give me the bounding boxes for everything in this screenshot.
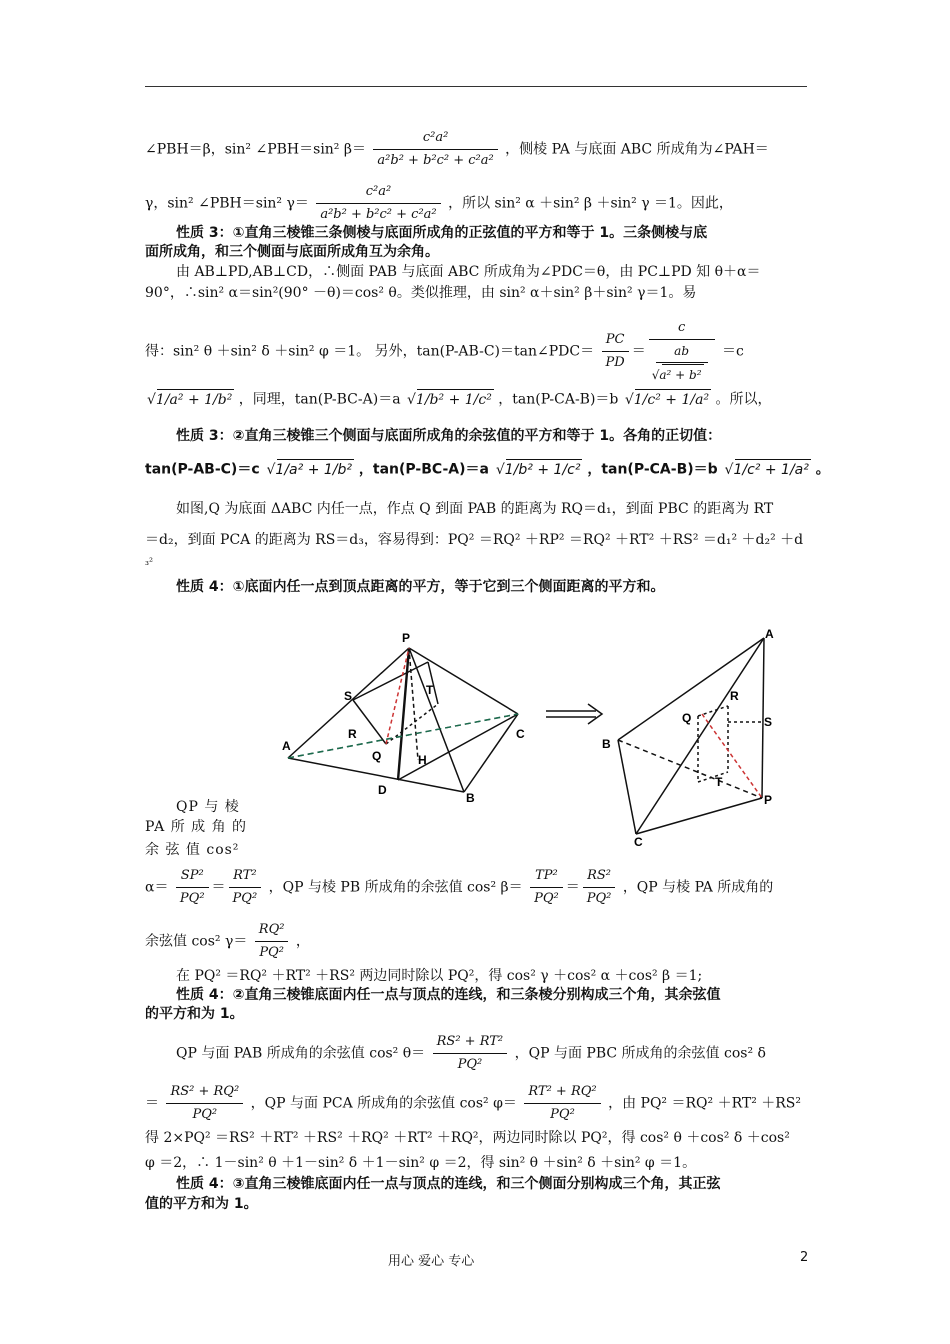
formula-line-8 [145,389,772,410]
column-text: QP 与 棱 [176,799,240,815]
label-h: H [418,753,427,767]
edge-ca [636,638,764,834]
text: ＝c [721,343,744,360]
paragraph-line: 如图,Q 为底面 ΔABC 内任一点，作点 Q 到面 PAB 的距离为 RQ＝d₁，到面 PBC 的距离为 RT [176,501,774,517]
label-p: P [764,793,773,807]
sqrt: √ a² + b² [662,364,704,385]
numerator: RT² [229,866,262,888]
property-3-2-heading: 性质 3：②直角三棱锥三个侧面与底面所成角的余弦值的平方和等于 1。各角的正切值： [176,428,722,444]
edge-ab [288,758,464,792]
fraction [316,182,440,225]
numerator: RS² [583,866,616,888]
numerator: RS² + RT² [433,1032,508,1054]
property-4-1-heading: 性质 4：①底面内任一点到顶点距离的平方，等于它到三个侧面距离的平方和。 [176,579,665,595]
label-a: A [282,739,291,753]
fraction [433,1032,508,1075]
fraction [176,866,209,909]
edge-bp [618,740,762,798]
right-pyramid-diagram [618,638,764,834]
sqrt: √ 1/b² + 1/c² [506,459,583,480]
label-q: Q [372,749,382,763]
edge-pc [409,648,518,714]
seg-s-top [353,662,428,700]
header-rule [145,86,807,87]
seg-sr [353,700,386,744]
label-b: B [466,791,475,805]
denominator: PQ² [259,945,284,960]
denominator: PQ² [586,891,612,906]
text: 得：sin² θ ＋sin² δ ＋sin² φ ＝1。 另外，tan(P-AB-C)＝tan∠PDC＝ [145,343,595,360]
denominator: PQ² [534,891,559,906]
sqrt: √ 1/c² + 1/a² [635,389,711,410]
text: α＝ [145,879,169,896]
text: ， [295,933,310,950]
label-d: D [378,783,387,797]
text: ＝ [145,1095,159,1112]
text: ，由 PQ² ＝RQ² ＋RT² ＋RS² [608,1095,802,1112]
numerator: RQ² [255,920,289,942]
text: ，tan(P-CA-B)＝b [498,391,619,408]
text: ，同理，tan(P-BC-A)＝a [238,391,401,408]
altitude-ph [409,648,418,760]
line-dc [398,714,518,780]
label-t: T [715,775,723,789]
paragraph-line: 得 2×PQ² ＝RS² ＋RT² ＋RS² ＋RQ² ＋RT² ＋RQ²，两边同时除以 PQ²，得 cos² θ ＋cos² δ ＋cos² [145,1130,790,1146]
denominator: PQ² [232,891,258,906]
denominator: PQ² [179,891,205,906]
left-pyramid-diagram [288,648,518,792]
label-s: S [344,689,353,703]
text: 。所以， [715,391,772,408]
text: ，tan(P-CA-B)＝b [587,461,718,478]
text: γ，sin² ∠PBH＝sin² γ＝ [145,195,309,212]
label-a: A [765,627,774,641]
label-r: R [348,727,357,741]
property-3-1-heading: 性质 3：①直角三棱锥三条侧棱与底面所成角的正弦值的平方和等于 1。三条侧棱与底 [176,225,708,241]
formula-line-22 [176,1032,766,1075]
pyramid-figure [278,622,788,850]
label-s: S [764,715,773,729]
formula-line-10 [145,459,830,480]
paragraph-line: 在 PQ² ＝RQ² ＋RT² ＋RS² 两边同时除以 PQ²，得 cos² γ ＋cos² α ＋cos² β ＝1; [176,968,703,984]
property-4-2-heading: 性质 4：②直角三棱锥底面内任一点与顶点的连线，和三条棱分别构成三个角，其余弦值 [176,987,721,1003]
text: ，tan(P-BC-A)＝a [358,461,489,478]
property-4-2-heading-cont: 的平方和为 1。 [145,1006,244,1022]
fraction [373,128,497,171]
text: ，侧棱 PA 与底面 ABC 所成角为∠PAH＝ [505,141,769,158]
fraction [530,866,563,909]
numerator: c²a² [373,128,497,150]
paragraph-line: φ ＝2，∴ 1－sin² θ ＋1－sin² δ ＋1－sin² φ ＝2，得 sin² θ ＋sin² δ ＋sin² φ ＝1。 [145,1155,697,1171]
column-text: 余 弦 值 cos² [145,842,240,858]
numerator: ab [656,341,708,363]
sqrt: √ 1/b² + 1/c² [417,389,494,410]
numerator: c [649,318,715,340]
formula-line-2 [145,182,733,225]
footer-motto: 用心 爱心 专心 [388,1254,475,1269]
text: ，QP 与棱 PB 所成角的余弦值 cos² β＝ [268,879,523,896]
seg-rt [386,704,438,744]
sqrt: √ 1/a² + 1/b² [157,389,234,410]
sqrt: √ 1/c² + 1/a² [735,459,811,480]
text: ∠PBH＝β，sin² ∠PBH＝sin² β＝ [145,141,366,158]
label-b: B [602,737,611,751]
denominator: PD [605,355,625,370]
implies-arrow-icon [546,704,602,724]
formula-line-1 [145,128,769,171]
text: QP 与面 PAB 所成角的余弦值 cos² θ＝ [176,1045,426,1062]
text: 。 [815,461,830,478]
property-3-1-heading-cont: 面所成角，和三个侧面与底面所成角互为余角。 [145,244,439,260]
property-4-3-heading: 性质 4：③直角三棱锥底面内任一点与顶点的连线，和三个侧面分别构成三个角，其正弦 [176,1176,721,1192]
fraction [649,318,715,385]
text: ，QP 与面 PCA 所成角的余弦值 cos² φ＝ [250,1095,517,1112]
formula-line-23 [145,1082,801,1125]
denominator: PQ² [192,1107,218,1122]
denominator: a²b² + b²c² + c²a² [377,153,494,168]
text: ，QP 与面 PBC 所成角的余弦值 cos² δ [514,1045,766,1062]
label-p: P [402,631,411,645]
denominator: PQ² [457,1057,483,1072]
denominator [649,340,715,385]
edge-bc [618,740,636,834]
fraction [583,866,616,909]
text: tan(P-AB-C)＝c [145,461,260,478]
edge-pa [288,648,409,758]
paragraph-line: 90°，∴sin² α＝sin²(90° －θ)＝cos² θ。类似推理，由 sin² α＋sin² β＋sin² γ＝1。易 [145,285,697,301]
numerator: PC [602,330,629,352]
column-text: PA 所 成 角 的 [145,819,248,835]
numerator: RS² + RQ² [166,1082,243,1104]
paragraph-line: ₃² [145,557,154,568]
denominator: a²b² + b²c² + c²a² [320,207,437,222]
text: ，QP 与棱 PA 所成角的 [622,879,774,896]
qp-line [702,714,762,798]
fraction [602,330,629,373]
fraction [524,1082,600,1125]
page-number: 2 [800,1250,809,1265]
text: ，所以 sin² α ＋sin² β ＋sin² γ ＝1。因此， [448,195,733,212]
numerator: SP² [176,866,209,888]
fraction [255,920,289,963]
formula-line-17: α＝ $\frac{\text{SP²}}{\text{PQ²}}$ ＝ $\frac{\text{RT²}}{\text{PQ²}}$ ，QP 与棱 PB 所成角的余弦值 cos² β＝ $\frac{\text{TP²}}{\text{PQ²}}$ ＝ $\frac{\text{RS²}}{\text{PQ²}}$ ，QP 与棱 PA 所成角的 [145,866,773,909]
property-4-3-heading-cont: 值的平方和为 1。 [145,1196,258,1212]
label-q: Q [682,711,692,725]
text: 余弦值 cos² γ＝ [145,933,248,950]
paragraph-line: ＝d₂，到面 PCA 的距离为 RS＝d₃，容易得到：PQ² ＝RQ² ＋RP² ＝RQ² ＋RT² ＋RS² ＝d₁² ＋d₂² ＋d [145,532,804,548]
formula-line-7: 得：sin² θ ＋sin² δ ＋sin² φ ＝1。 另外，tan(P-AB-C)＝tan∠PDC＝ $\frac{PC}{PD}$ ＝ c ab √ a² + b² ＝c [145,318,744,385]
numerator: TP² [530,866,563,888]
edge-pb [409,648,464,792]
denominator: PQ² [550,1107,575,1122]
fraction [166,1082,243,1125]
fraction [229,866,262,909]
label-t: T [426,683,434,697]
paragraph-line: 由 AB⊥PD,AB⊥CD，∴侧面 PAB 与底面 ABC 所成角为∠PDC＝θ，由 PC⊥PD 知 θ＋α＝ [176,264,761,280]
numerator: RT² + RQ² [524,1082,600,1104]
label-c: C [516,727,525,741]
edge-bc [464,714,518,792]
label-c: C [634,835,643,849]
label-r: R [730,689,739,703]
sqrt: √ 1/a² + 1/b² [277,459,355,480]
edge-cp [636,798,762,834]
formula-line-18 [145,920,310,963]
numerator: c²a² [316,182,440,204]
